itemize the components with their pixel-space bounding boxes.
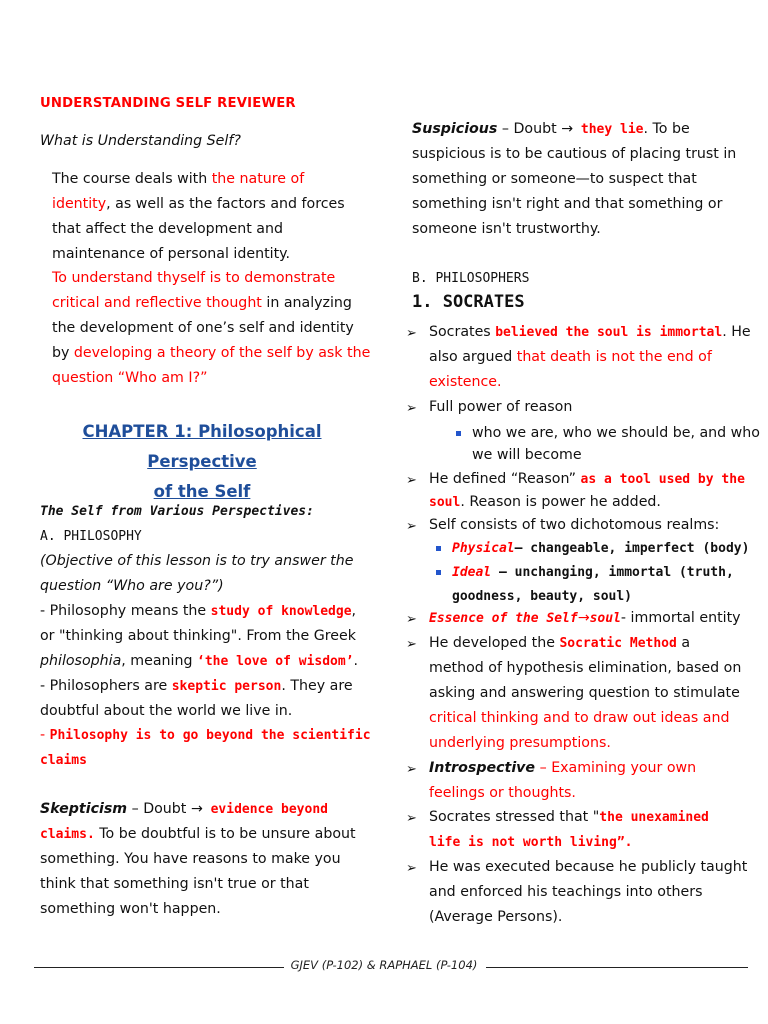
- arrow-bullet-icon: ➢: [406, 326, 417, 341]
- question-heading: What is Understanding Self?: [40, 133, 241, 149]
- philosophers-heading: B. PHILOSOPHERS: [412, 271, 530, 286]
- arrow-bullet-icon: ➢: [406, 612, 417, 627]
- philosophy-subheading: A. PHILOSOPHY: [40, 529, 142, 544]
- square-bullet-icon: [436, 570, 441, 575]
- perspectives-heading: The Self from Various Perspectives:: [40, 504, 314, 519]
- arrow-bullet-icon: ➢: [406, 811, 417, 826]
- chapter-heading: CHAPTER 1: Philosophical Perspective of the Self: [82, 422, 322, 501]
- document-page: UNDERSTANDING SELF REVIEWER What is Understanding Self? The course deals with the nature of identity, as well as the factors and forces that affect the development and maintenance of personal identity. To understand thyself is to demonstrate critical and reflective thought in analyzing the development of one’s self and identity by developing a theory of the self by ask the question “Who am I?” CHAPTER 1: Philosophical Perspective of the Self The Self from Various Perspectives: A. PHILOSOPHY (Objective of this lesson is to try answer the question “Who are you?”) - Philosophy means the study of knowledge, or "thinking about thinking". From the Greek philosophia, meaning ‘the love of wisdom’. - Philosophers are skeptic person. They are doubtful about the world we live in. - Philosophy is to go beyond the scientific claims Skepticism – Doubt → evidence beyond claims. To be doubtful is to be unsure about something. You have reasons to make you think that something isn't true or that something won't happen. Suspicious – Doubt → they lie. To be suspicious is to be cautious of placing trust in something or someone—to suspect that something isn't right and that something or someone isn't trustworthy. B. PHILOSOPHERS 1. SOCRATES ➢ Socrates believed the soul is immortal. He also argued that death is not the end of existence. ➢ Full power of reason who we are, who we should be, and who we will become ➢ He defined “Reason” as a tool used by the soul. Reason is power he added. ➢ Self consists of two dichotomous realms: Physical– changeable, imperfect (body) Ideal – unchanging, immortal (truth, goodness, beauty, soul) ➢ Essence of the Self→soul- immortal entity ➢ He developed the Socratic Method a method of hypothesis elimination, based on asking and answering question to stimulate critical thinking and to draw out ideas and underlying presumptions. ➢ Introspective – Examining your own feelings or thoughts. ➢ Socrates stressed that "the unexamined life is not worth living”. ➢ He was executed because he publicly taught and enforced his teachings into others (Average Persons). GJEV (P-102) & RAPHAEL (P-104): [0, 0, 768, 1024]
- arrow-bullet-icon: ➢: [406, 519, 417, 534]
- arrow-bullet-icon: ➢: [406, 637, 417, 652]
- arrow-bullet-icon: ➢: [406, 762, 417, 777]
- page-footer: GJEV (P-102) & RAPHAEL (P-104): [290, 958, 478, 972]
- right-arrow-icon: →: [190, 801, 203, 817]
- square-bullet-icon: [436, 546, 441, 551]
- arrow-bullet-icon: ➢: [406, 861, 417, 876]
- arrow-bullet-icon: ➢: [406, 473, 417, 488]
- document-title: UNDERSTANDING SELF REVIEWER: [40, 96, 296, 111]
- socrates-heading: 1. SOCRATES: [412, 292, 525, 312]
- arrow-bullet-icon: ➢: [406, 401, 417, 416]
- right-arrow-icon: →: [561, 121, 574, 137]
- right-arrow-icon: →: [577, 610, 590, 626]
- square-bullet-icon: [456, 431, 461, 436]
